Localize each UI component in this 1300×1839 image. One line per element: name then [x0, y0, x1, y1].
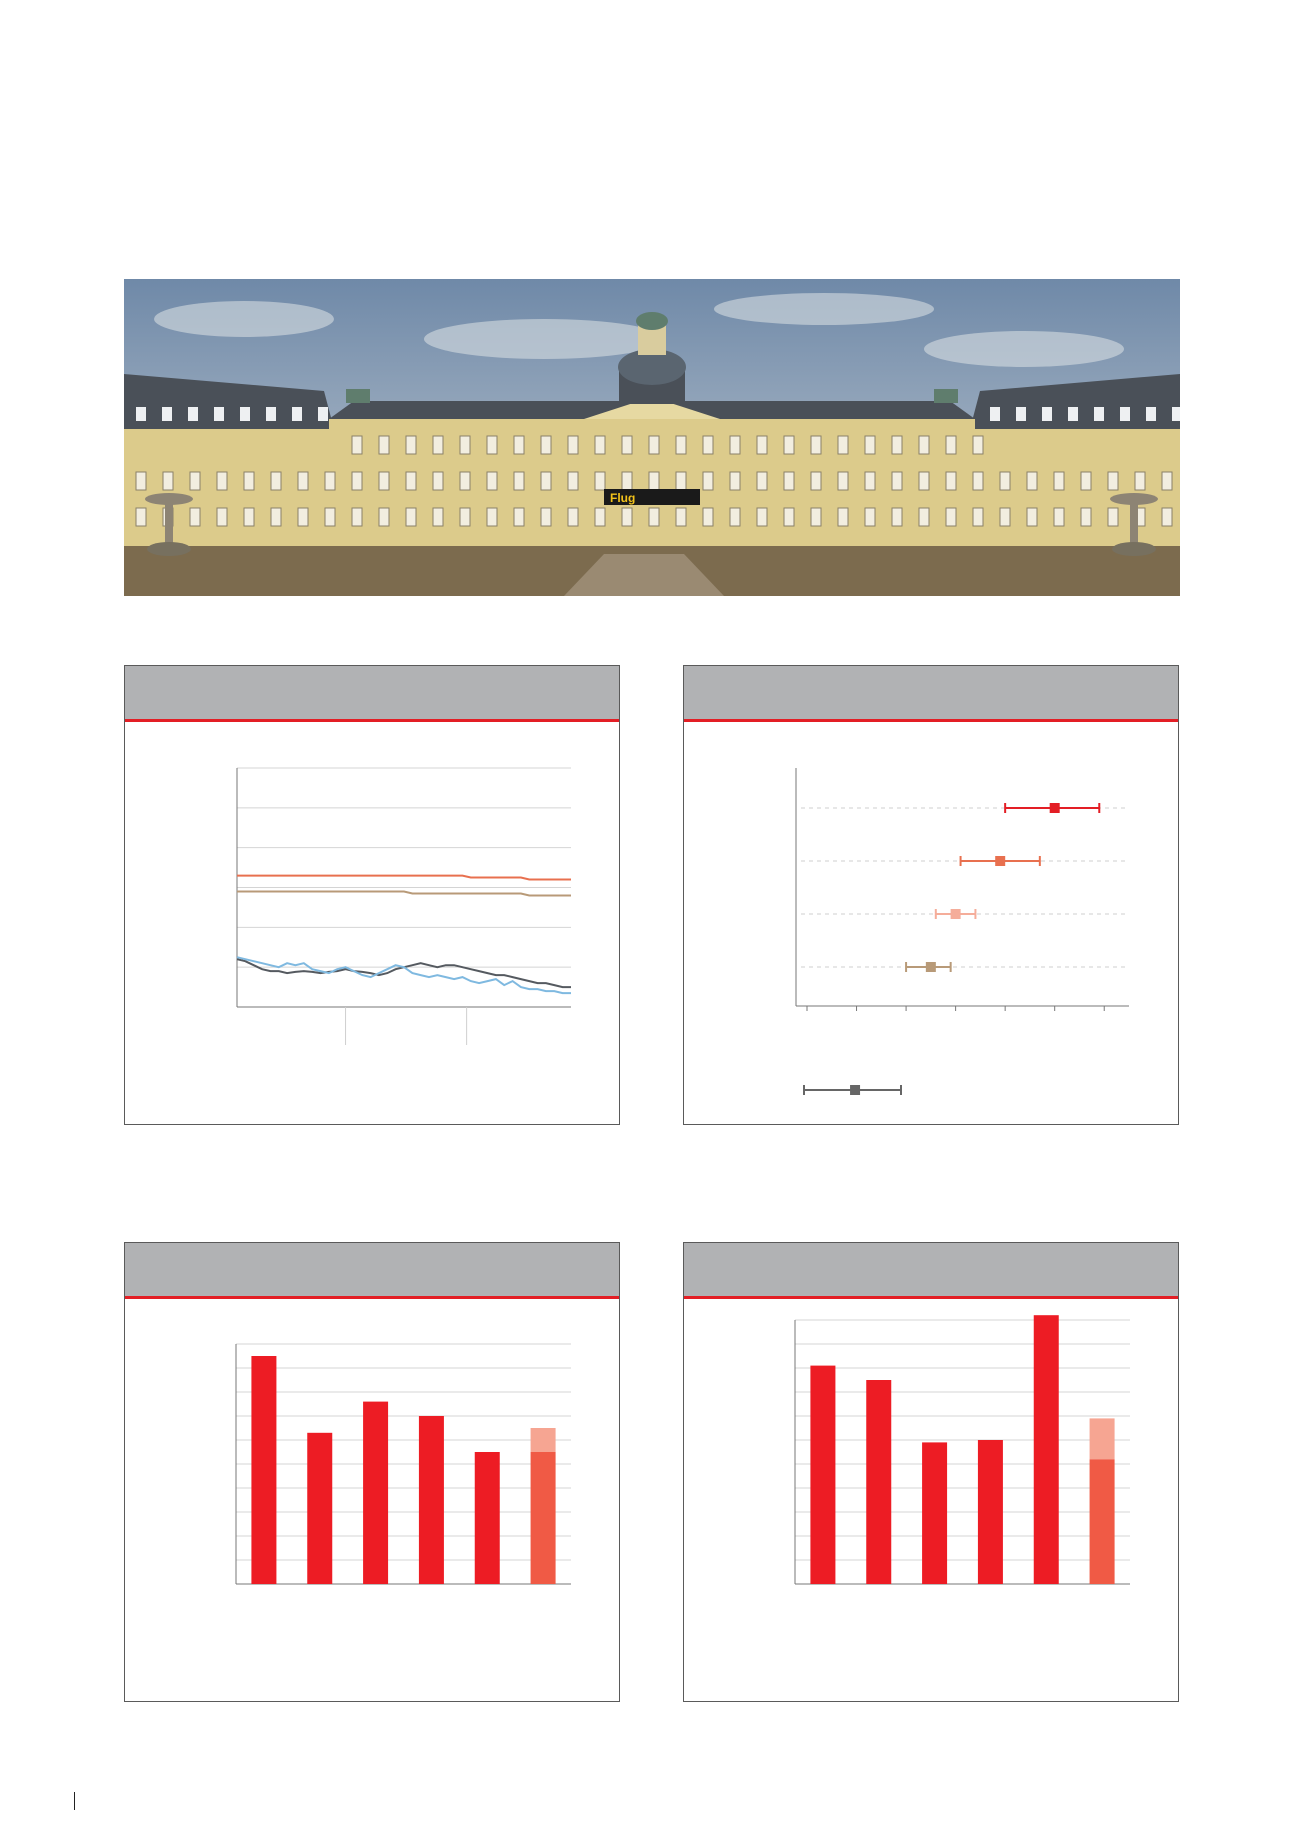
window — [541, 472, 551, 490]
window — [379, 508, 389, 526]
window — [595, 508, 605, 526]
dormer — [1094, 407, 1104, 421]
window — [1135, 472, 1145, 490]
window — [892, 508, 902, 526]
window — [217, 508, 227, 526]
window — [1027, 472, 1037, 490]
window — [406, 472, 416, 490]
fountain-column — [165, 499, 173, 549]
window — [730, 508, 740, 526]
window — [487, 508, 497, 526]
dormer — [1016, 407, 1026, 421]
window — [622, 436, 632, 454]
window — [1162, 472, 1172, 490]
window — [919, 472, 929, 490]
window — [406, 508, 416, 526]
window — [1000, 472, 1010, 490]
window — [595, 436, 605, 454]
window — [784, 472, 794, 490]
window — [568, 508, 578, 526]
window — [514, 472, 524, 490]
window — [271, 472, 281, 490]
window — [298, 472, 308, 490]
window — [541, 508, 551, 526]
point-marker — [951, 909, 961, 919]
bar — [251, 1356, 276, 1584]
window — [1108, 508, 1118, 526]
window — [676, 508, 686, 526]
window — [514, 436, 524, 454]
window — [190, 508, 200, 526]
window — [730, 436, 740, 454]
line-chart — [125, 666, 621, 1126]
dormer — [1146, 407, 1156, 421]
bar-extension — [1090, 1418, 1115, 1459]
window — [973, 436, 983, 454]
window — [1000, 508, 1010, 526]
window — [784, 508, 794, 526]
bar — [531, 1452, 556, 1584]
window — [730, 472, 740, 490]
window — [217, 472, 227, 490]
fountain-base — [1112, 542, 1156, 556]
series-line-1 — [237, 876, 571, 880]
fountain-column — [1130, 499, 1138, 549]
legend-marker — [850, 1085, 860, 1095]
dormer — [1172, 407, 1180, 421]
window — [163, 472, 173, 490]
window — [622, 508, 632, 526]
cloud — [424, 319, 664, 359]
window — [352, 436, 362, 454]
dormer — [1042, 407, 1052, 421]
window — [298, 508, 308, 526]
tower-right — [934, 389, 958, 403]
bar — [475, 1452, 500, 1584]
bar — [1034, 1315, 1059, 1584]
window — [379, 436, 389, 454]
window — [136, 508, 146, 526]
window — [649, 472, 659, 490]
dormer — [162, 407, 172, 421]
dormer — [214, 407, 224, 421]
point-marker — [926, 962, 936, 972]
window — [892, 472, 902, 490]
window — [946, 472, 956, 490]
window — [811, 436, 821, 454]
window — [1054, 508, 1064, 526]
window — [1081, 472, 1091, 490]
window — [865, 472, 875, 490]
window — [919, 436, 929, 454]
window — [568, 472, 578, 490]
window — [244, 508, 254, 526]
window — [433, 436, 443, 454]
window — [1108, 472, 1118, 490]
window — [676, 472, 686, 490]
fountain-base — [147, 542, 191, 556]
window — [433, 508, 443, 526]
window — [703, 472, 713, 490]
window — [352, 472, 362, 490]
window — [568, 436, 578, 454]
window — [838, 436, 848, 454]
fountain-basin — [145, 493, 193, 505]
bar — [1090, 1459, 1115, 1584]
bar — [363, 1402, 388, 1584]
window — [973, 472, 983, 490]
window — [595, 472, 605, 490]
bar-chart — [125, 1243, 621, 1703]
window — [541, 436, 551, 454]
bar — [419, 1416, 444, 1584]
window — [460, 508, 470, 526]
bar — [810, 1366, 835, 1584]
dormer — [1120, 407, 1130, 421]
window — [514, 508, 524, 526]
window — [784, 436, 794, 454]
dormer — [990, 407, 1000, 421]
palace-photo — [124, 279, 1180, 596]
window — [676, 436, 686, 454]
window — [325, 472, 335, 490]
bar-chart — [684, 1243, 1180, 1703]
cloud — [924, 331, 1124, 367]
cloud — [154, 301, 334, 337]
series-line-4 — [237, 957, 571, 993]
bar-extension — [531, 1428, 556, 1452]
chart-panel-1 — [124, 665, 620, 1125]
dormer — [266, 407, 276, 421]
window — [1027, 508, 1037, 526]
window — [892, 436, 902, 454]
window — [325, 508, 335, 526]
point-marker — [995, 856, 1005, 866]
window — [244, 472, 254, 490]
dormer — [318, 407, 328, 421]
dormer — [292, 407, 302, 421]
window — [703, 508, 713, 526]
window — [919, 508, 929, 526]
fountain-basin — [1110, 493, 1158, 505]
window — [703, 436, 713, 454]
window — [865, 508, 875, 526]
chart-panel-4 — [683, 1242, 1179, 1702]
window — [1081, 508, 1091, 526]
window — [811, 472, 821, 490]
dormer — [1068, 407, 1078, 421]
tower-left — [346, 389, 370, 403]
window — [973, 508, 983, 526]
window — [622, 472, 632, 490]
window — [757, 508, 767, 526]
window — [352, 508, 362, 526]
window — [757, 472, 767, 490]
window — [460, 436, 470, 454]
window — [379, 472, 389, 490]
page-marker — [74, 1792, 75, 1810]
window — [487, 436, 497, 454]
bar — [922, 1442, 947, 1584]
window — [433, 472, 443, 490]
window — [190, 472, 200, 490]
window — [460, 472, 470, 490]
cloud — [714, 293, 934, 325]
chart-panel-2 — [683, 665, 1179, 1125]
window — [649, 508, 659, 526]
window — [757, 436, 767, 454]
banner-text: Flug — [610, 491, 636, 505]
window — [946, 508, 956, 526]
error-bar-chart — [684, 666, 1180, 1126]
window — [271, 508, 281, 526]
window — [649, 436, 659, 454]
lantern-cap — [636, 312, 668, 330]
window — [838, 508, 848, 526]
window — [1162, 508, 1172, 526]
window — [136, 472, 146, 490]
bar — [866, 1380, 891, 1584]
chart-panel-3 — [124, 1242, 620, 1702]
window — [487, 472, 497, 490]
bar — [307, 1433, 332, 1584]
dormer — [240, 407, 250, 421]
window — [838, 472, 848, 490]
window — [1054, 472, 1064, 490]
window — [406, 436, 416, 454]
window — [865, 436, 875, 454]
bar — [978, 1440, 1003, 1584]
palace-illustration — [124, 279, 1180, 596]
window — [811, 508, 821, 526]
dormer — [136, 407, 146, 421]
window — [946, 436, 956, 454]
point-marker — [1050, 803, 1060, 813]
dormer — [188, 407, 198, 421]
series-line-2 — [237, 892, 571, 896]
